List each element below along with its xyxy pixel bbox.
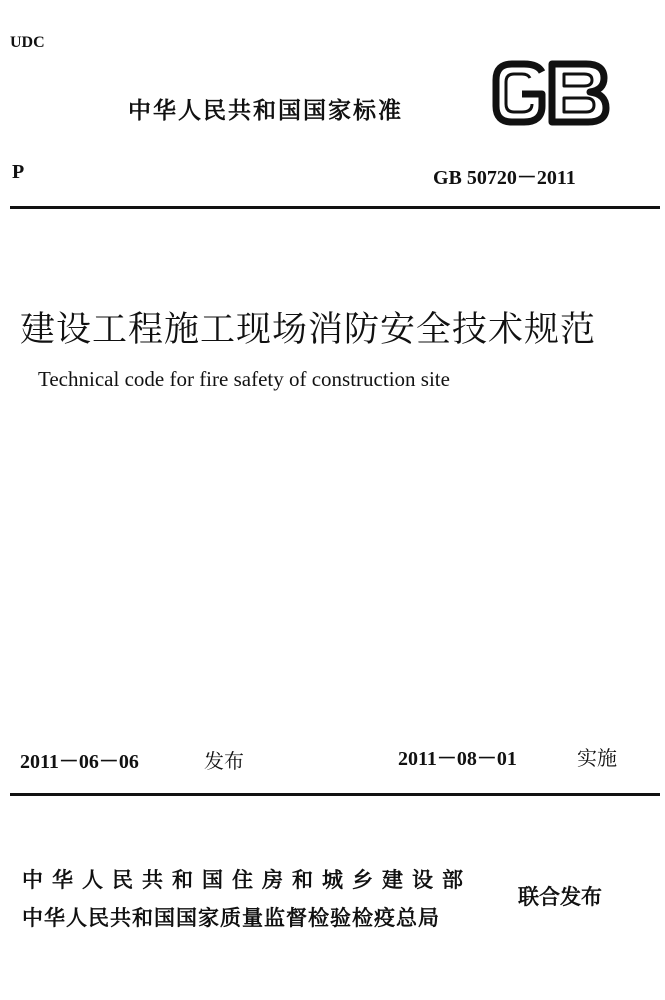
issuer-ministry: 中华人民共和国住房和城乡建设部 (22, 868, 472, 892)
issuer-aqsiq: 中华人民共和国国家质量监督检验检疫总局 (22, 906, 440, 930)
issue-date: 2011－06－06 (20, 751, 139, 773)
title-english: Technical code for fire safety of construction site (38, 367, 450, 391)
standard-type: 中华人民共和国国家标准 (128, 98, 403, 124)
standard-number: GB 50720－2011 (433, 167, 576, 189)
udc-label: UDC (10, 34, 45, 51)
category-code: P (12, 161, 25, 183)
bottom-divider (10, 793, 660, 796)
title-chinese: 建设工程施工现场消防安全技术规范 (20, 310, 597, 350)
joint-issue-label: 联合发布 (518, 885, 602, 909)
gb-logo (490, 58, 612, 128)
effective-date: 2011－08－01 (398, 748, 517, 770)
effective-label: 实施 (577, 746, 617, 770)
issue-label: 发布 (204, 749, 244, 773)
top-divider (10, 206, 660, 209)
